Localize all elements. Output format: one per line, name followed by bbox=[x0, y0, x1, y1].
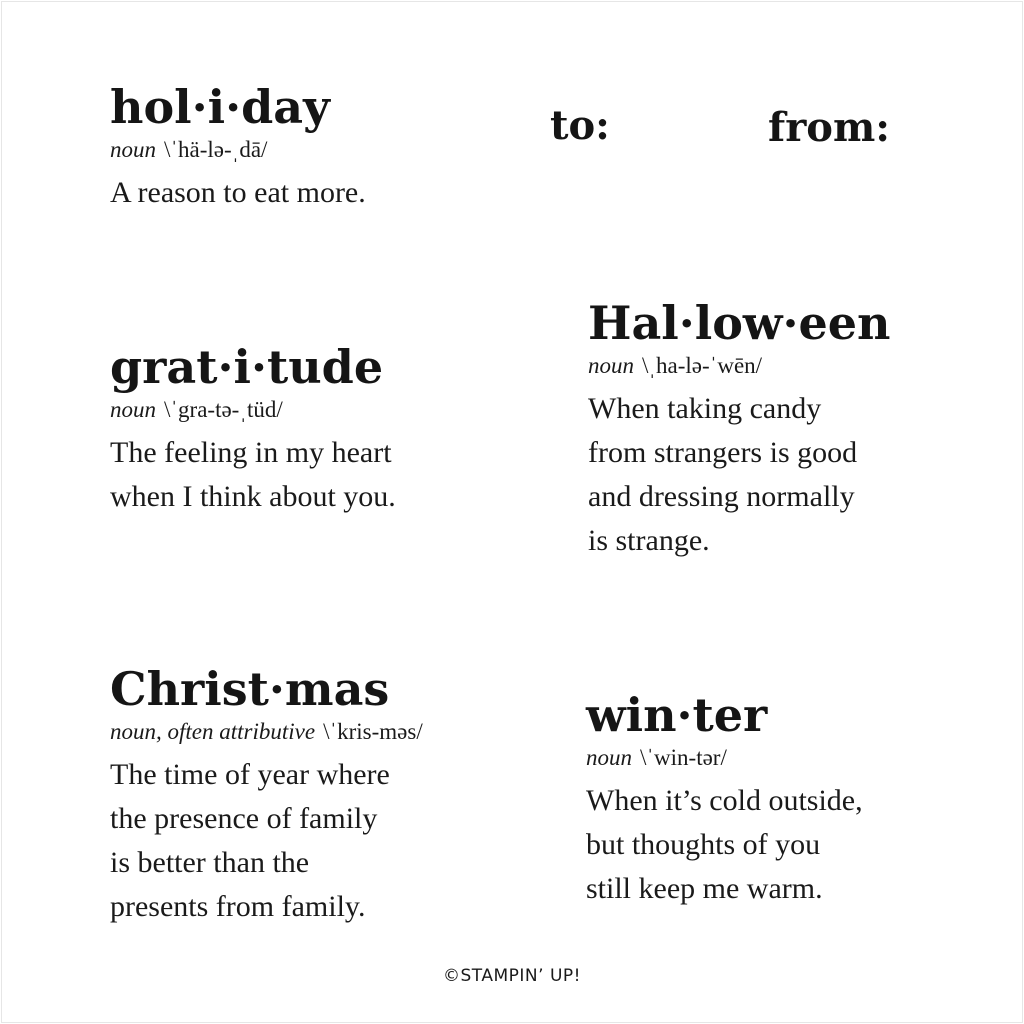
definition-line: from strangers is good bbox=[588, 436, 858, 469]
definition-halloween bbox=[588, 387, 891, 563]
part-of-speech: noun bbox=[110, 397, 156, 422]
from-label: from: bbox=[768, 104, 891, 151]
pronunciation-christmas bbox=[110, 720, 423, 743]
pronunciation-winter bbox=[586, 746, 863, 769]
definition-gratitude bbox=[110, 431, 396, 519]
definition-line: and dressing normally bbox=[588, 480, 855, 513]
pronunciation-gratitude bbox=[110, 398, 396, 421]
definition-line: is strange. bbox=[588, 524, 710, 557]
pronunciation-text: \ˈwin-tər/ bbox=[640, 745, 727, 770]
pronunciation-halloween bbox=[588, 354, 891, 377]
definition-line: is better than the bbox=[110, 846, 310, 879]
part-of-speech: noun bbox=[110, 137, 156, 162]
definition-line: When it’s cold outside, bbox=[586, 784, 863, 817]
definition-christmas bbox=[110, 753, 423, 929]
part-of-speech: noun bbox=[588, 353, 634, 378]
part-of-speech: noun bbox=[586, 745, 632, 770]
headword-winter: win·ter bbox=[586, 688, 768, 742]
entry-winter bbox=[586, 688, 863, 911]
definition-holiday bbox=[110, 171, 366, 215]
definition-line: The feeling in my heart bbox=[110, 436, 392, 469]
definition-line: when I think about you. bbox=[110, 480, 396, 513]
definition-line: still keep me warm. bbox=[586, 872, 823, 905]
definition-line: the presence of family bbox=[110, 802, 378, 835]
definition-line: The time of year where bbox=[110, 758, 390, 791]
pronunciation-holiday bbox=[110, 138, 366, 161]
copyright-notice: ©STAMPIN’ UP! bbox=[443, 966, 581, 986]
pronunciation-text: \ˈgra-tə-ˌtüd/ bbox=[164, 397, 283, 422]
entry-christmas bbox=[110, 662, 423, 929]
pronunciation-text: \ˈhä-lə-ˌdā/ bbox=[164, 137, 268, 162]
definition-winter bbox=[586, 779, 863, 911]
headword-holiday: hol·i·day bbox=[110, 80, 330, 134]
pronunciation-text: \ˈkris-məs/ bbox=[323, 719, 423, 744]
headword-christmas: Christ·mas bbox=[110, 662, 390, 716]
part-of-speech: noun, often attributive bbox=[110, 719, 316, 744]
entry-halloween bbox=[588, 296, 891, 563]
pronunciation-text: \ˌha-lə-ˈwēn/ bbox=[642, 353, 763, 378]
headword-halloween: Hal·low·een bbox=[588, 296, 891, 350]
definition-line: A reason to eat more. bbox=[110, 176, 366, 209]
entry-holiday bbox=[110, 80, 366, 215]
definition-line: When taking candy bbox=[588, 392, 822, 425]
definition-line: presents from family. bbox=[110, 890, 366, 923]
definition-line: but thoughts of you bbox=[586, 828, 821, 861]
headword-gratitude: grat·i·tude bbox=[110, 340, 384, 394]
to-label: to: bbox=[550, 102, 610, 149]
entry-gratitude bbox=[110, 340, 396, 519]
